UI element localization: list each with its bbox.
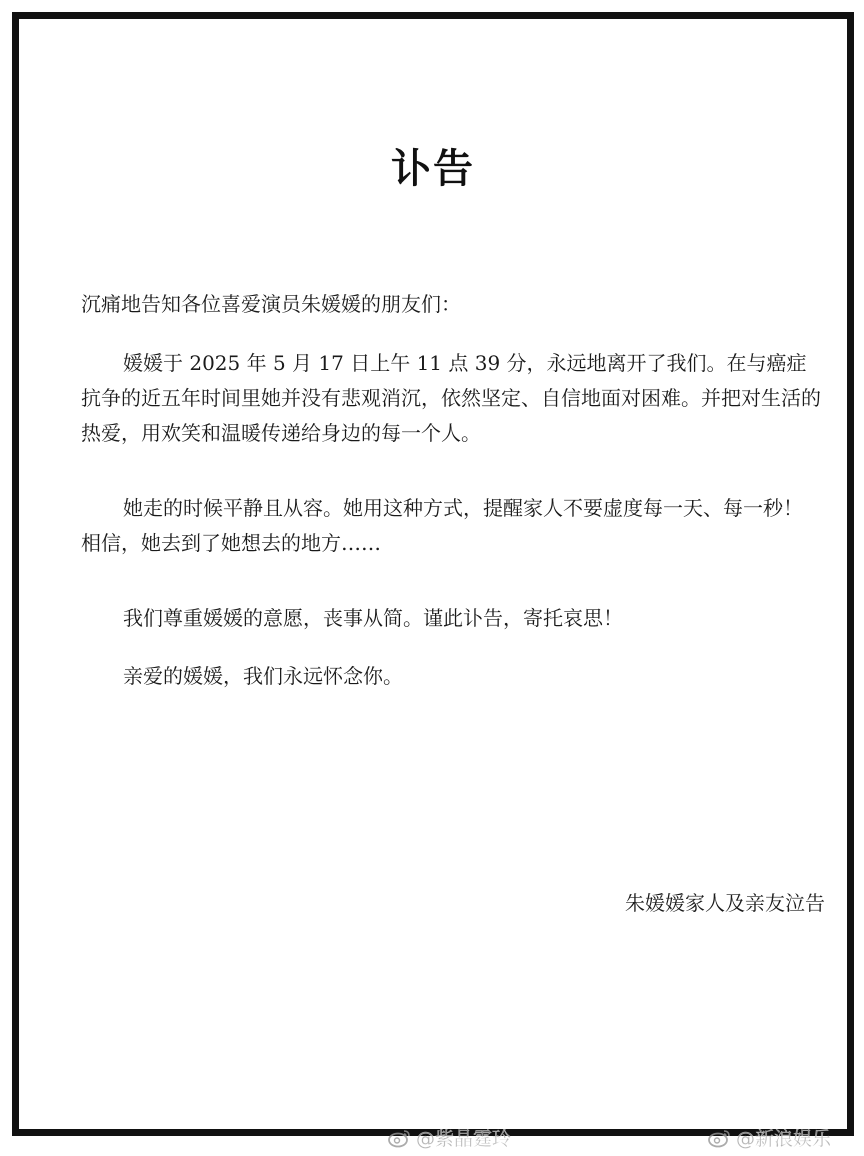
paragraph-1: 媛媛于 2025 年 5 月 17 日上午 11 点 39 分，永远地离开了我们。在与癌症抗争的近五年时间里她并没有悲观消沉，依然坚定、自信地面对困难。并把对生活的热爱，用欢笑和温暖传递给身边的每一个人。 [81,351,821,445]
watermark-right-text: @新浪娱乐 [736,1128,832,1150]
paragraph-2: 她走的时候平静且从容。她用这种方式，提醒家人不要虚度每一天、每一秒！相信，她去到了她想去的地方…… [81,496,803,555]
signature: 朱媛媛家人及亲友泣告 [625,891,825,915]
paragraph-4: 亲爱的媛媛，我们永远怀念你。 [123,664,403,688]
paragraph-3: 我们尊重媛媛的意愿，丧事从简。谨此讣告，寄托哀思！ [123,606,623,630]
watermark-left-text: @紫晶霆玲 [416,1128,512,1150]
salutation: 沉痛地告知各位喜爱演员朱媛媛的朋友们： [81,292,461,316]
weibo-icon [708,1128,732,1148]
document-title: 讣告 [391,146,475,192]
watermark-right [708,1124,831,1151]
weibo-icon [388,1128,412,1148]
watermark-left [388,1124,511,1151]
obituary-frame [12,12,854,1136]
